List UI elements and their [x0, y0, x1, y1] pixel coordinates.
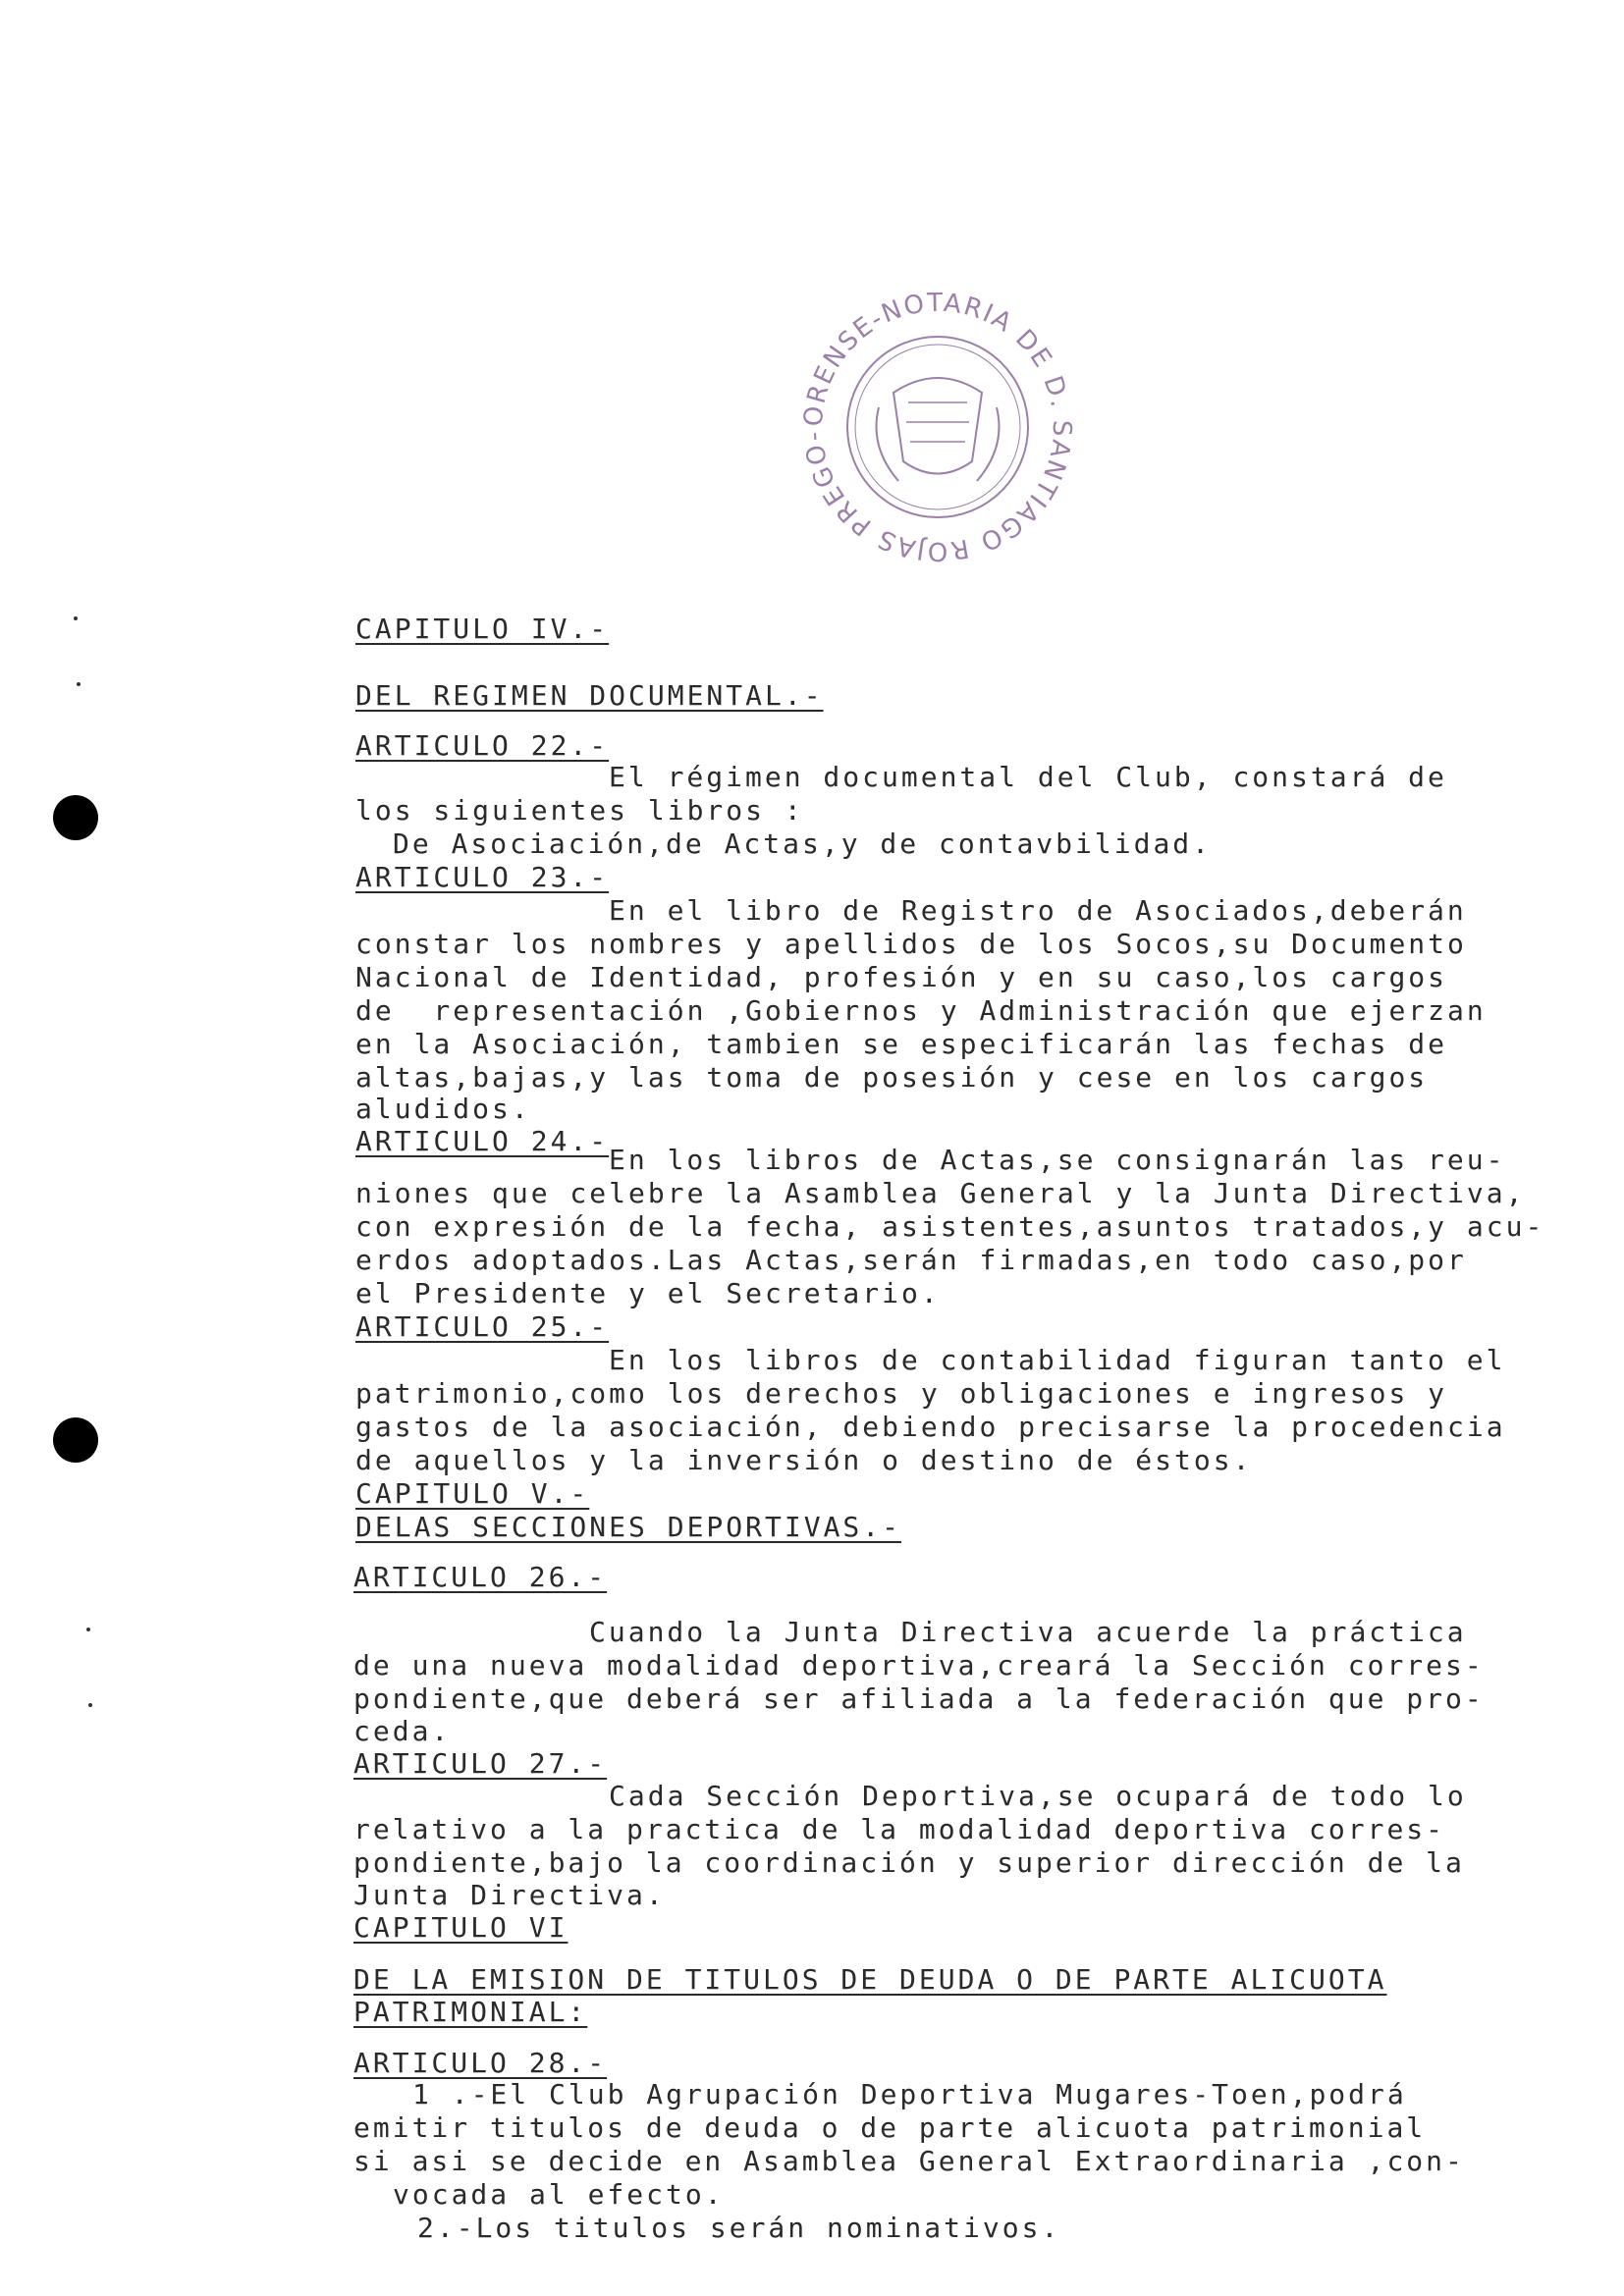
article-27-line: relativo a la practica de la modalidad deportiva corres- — [353, 1813, 1446, 1845]
article-22-line: De Asociación,de Actas,y de contavbilidad. — [393, 828, 1213, 860]
chapter-6-subtitle: DE LA EMISION DE TITULOS DE DEUDA O DE PARTE ALICUOTA — [353, 1963, 1387, 1996]
chapter-6-subtitle-cont: PATRIMONIAL: — [353, 1996, 588, 2028]
article-27-line: Cada Sección Deportiva,se ocupará de todo lo — [609, 1780, 1467, 1812]
speck — [88, 1703, 92, 1707]
article-25-heading: ARTICULO 25.- — [355, 1310, 610, 1343]
article-23-line: de representación ,Gobiernos y Administración que ejerzan — [355, 994, 1487, 1027]
article-27-heading: ARTICULO 27.- — [353, 1747, 608, 1780]
article-23-line: En el libro de Registro de Asociados,deberán — [609, 894, 1467, 927]
article-26-line: pondiente,que deberá ser afiliada a la federación que pro- — [353, 1682, 1485, 1715]
article-28-line: emitir titulos de deuda o de parte alicuota patrimonial — [353, 2111, 1427, 2144]
article-23-line: en la Asociación, tambien se especificarán las fechas de — [355, 1028, 1448, 1060]
article-25-line: de aquellos y la inversión o destino de éstos. — [355, 1444, 1253, 1476]
chapter-6-title: CAPITULO VI — [353, 1911, 568, 1944]
seal-text: ORENSE-NOTARIA DE D. SANTIAGO ROJAS PREGO- — [798, 288, 1077, 566]
article-22-line: El régimen documental del Club, constará de — [609, 761, 1447, 793]
article-27-line: Junta Directiva. — [353, 1879, 666, 1911]
punch-hole-top — [53, 795, 98, 840]
article-24-line: el Presidente y el Secretario. — [355, 1277, 941, 1309]
article-25-line: patrimonio,como los derechos y obligaciones e ingresos y — [355, 1377, 1448, 1410]
chapter-5-title: CAPITULO V.- — [355, 1477, 590, 1510]
article-26-line: de una nueva modalidad deportiva,creará la Sección corres- — [353, 1649, 1485, 1682]
article-23-line: Nacional de Identidad, profesión y en su caso,los cargos — [355, 961, 1448, 993]
article-23-heading: ARTICULO 23.- — [355, 861, 610, 893]
punch-hole-bottom — [53, 1417, 98, 1463]
article-28-heading: ARTICULO 28.- — [353, 2047, 608, 2079]
article-26-heading: ARTICULO 26.- — [353, 1561, 608, 1593]
chapter-5-subtitle: DELAS SECCIONES DEPORTIVAS.- — [355, 1511, 902, 1543]
article-22-line: los siguientes libros : — [355, 794, 804, 827]
article-23-line: aludidos. — [355, 1093, 531, 1125]
article-24-line: En los libros de Actas,se consignarán las reu- — [609, 1144, 1506, 1176]
chapter-4-subtitle: DEL REGIMEN DOCUMENTAL.- — [355, 679, 824, 712]
article-23-line: constar los nombres y apellidos de los Socos,su Documento — [355, 928, 1467, 960]
article-28-line: si asi se decide en Asamblea General Extraordinaria ,con- — [353, 2145, 1465, 2177]
chapter-4-title: CAPITULO IV.- — [355, 613, 610, 645]
article-28-line: 2.-Los titulos serán nominativos. — [417, 2212, 1061, 2244]
article-24-line: con expresión de la fecha, asistentes,asuntos tratados,y acu- — [355, 1210, 1545, 1243]
article-26-line: ceda. — [353, 1715, 452, 1747]
article-26-line: Cuando la Junta Directiva acuerde la práctica — [589, 1616, 1467, 1648]
article-24-line: niones que celebre la Asamblea General y la Junta Directiva, — [355, 1177, 1526, 1209]
speck — [86, 1628, 90, 1631]
article-27-line: pondiente,bajo la coordinación y superior dirección de la — [353, 1846, 1465, 1879]
article-23-line: altas,bajas,y las toma de posesión y cese en los cargos — [355, 1061, 1429, 1094]
article-22-heading: ARTICULO 22.- — [355, 729, 610, 762]
article-24-heading: ARTICULO 24.- — [355, 1125, 610, 1157]
speck — [77, 682, 81, 686]
article-25-line: gastos de la asociación, debiendo precisarse la procedencia — [355, 1411, 1506, 1443]
article-25-line: En los libros de contabilidad figuran tanto el — [609, 1344, 1506, 1376]
article-28-line: 1 .-El Club Agrupación Deportiva Mugares-Toen,podrá — [412, 2078, 1407, 2110]
article-28-line: vocada al efecto. — [393, 2178, 725, 2211]
article-24-line: erdos adoptados.Las Actas,serán firmadas,en todo caso,por — [355, 1244, 1467, 1276]
notary-seal — [790, 280, 1085, 574]
speck — [74, 616, 78, 620]
